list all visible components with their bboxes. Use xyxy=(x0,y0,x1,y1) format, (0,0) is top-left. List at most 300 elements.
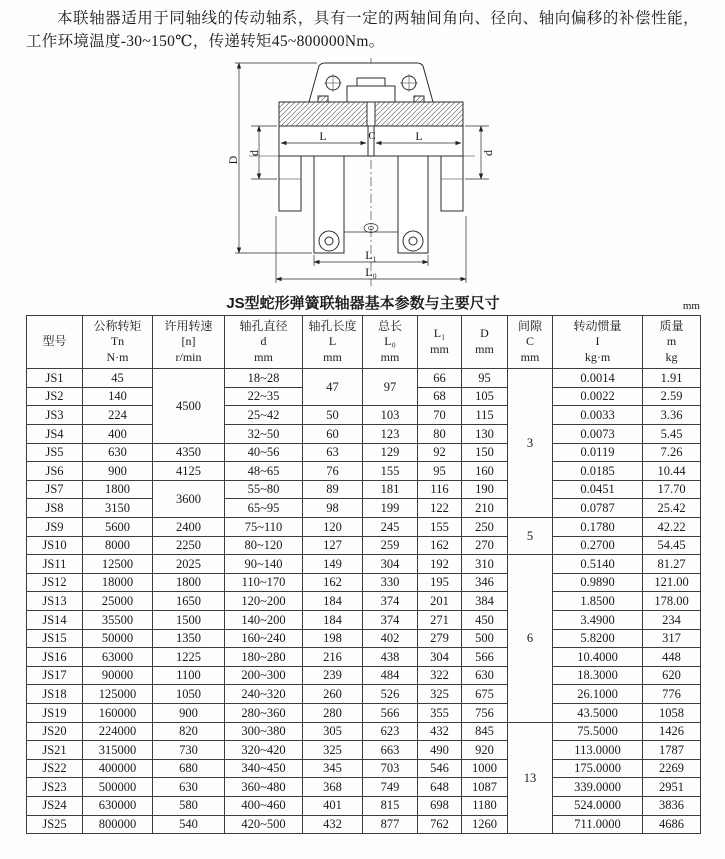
table-cell: 201 xyxy=(418,592,462,611)
dim-label-d-right: d xyxy=(481,149,495,156)
table-cell: 22~35 xyxy=(225,387,303,406)
column-header-outer-dia: D mm xyxy=(462,315,508,369)
table-cell: 50 xyxy=(303,406,363,425)
table-cell: 0.0451 xyxy=(553,480,643,499)
table-cell: 1.91 xyxy=(643,369,701,388)
spec-table xyxy=(26,315,701,835)
table-cell: 845 xyxy=(462,722,508,741)
table-cell: 55~80 xyxy=(225,480,303,499)
table-cell: 75~110 xyxy=(225,518,303,537)
table-row xyxy=(27,443,701,462)
table-cell: 776 xyxy=(643,685,701,704)
table-cell: 630 xyxy=(462,666,508,685)
table-row xyxy=(27,741,701,760)
table-cell: 92 xyxy=(418,443,462,462)
table-cell: 270 xyxy=(462,536,508,555)
table-cell: 155 xyxy=(418,518,462,537)
table-cell: 3150 xyxy=(83,499,153,518)
coupling-drawing-svg xyxy=(221,56,503,290)
table-cell: 438 xyxy=(363,648,418,667)
table-cell: 368 xyxy=(303,778,363,797)
table-cell: 1100 xyxy=(153,666,225,685)
table-cell: 80~120 xyxy=(225,536,303,555)
table-cell: 711.0000 xyxy=(553,815,643,834)
table-cell: 1058 xyxy=(643,703,701,722)
table-cell: 140 xyxy=(83,387,153,406)
dim-label-D: D xyxy=(226,155,240,164)
table-cell: 340~450 xyxy=(225,759,303,778)
table-cell: 675 xyxy=(462,685,508,704)
table-cell: 4125 xyxy=(153,462,225,481)
table-cell: 566 xyxy=(363,703,418,722)
table-cell: 162 xyxy=(303,573,363,592)
table-cell: 1225 xyxy=(153,648,225,667)
table-cell: 10.44 xyxy=(643,462,701,481)
table-cell: 0.2700 xyxy=(553,536,643,555)
table-cell: 432 xyxy=(303,815,363,834)
table-cell: 630000 xyxy=(83,796,153,815)
table-cell: 54.45 xyxy=(643,536,701,555)
table-row xyxy=(27,666,701,685)
table-cell: 400 xyxy=(83,425,153,444)
table-cell: 500000 xyxy=(83,778,153,797)
table-row xyxy=(27,759,701,778)
table-cell: 339.0000 xyxy=(553,778,643,797)
table-cell: 345 xyxy=(303,759,363,778)
table-cell: 420~500 xyxy=(225,815,303,834)
table-cell: 305 xyxy=(303,722,363,741)
column-header-bore-length: 轴孔长度 L mm xyxy=(303,315,363,369)
table-cell: 3 xyxy=(508,369,553,518)
table-cell: 199 xyxy=(363,499,418,518)
table-cell: JS4 xyxy=(27,425,83,444)
table-cell: 4686 xyxy=(643,815,701,834)
table-row xyxy=(27,815,701,834)
table-cell: 4500 xyxy=(153,369,225,443)
table-cell: 1180 xyxy=(462,796,508,815)
table-cell: 1426 xyxy=(643,722,701,741)
table-cell: 259 xyxy=(363,536,418,555)
table-cell: 127 xyxy=(303,536,363,555)
header-row xyxy=(27,315,701,369)
table-cell: 1800 xyxy=(153,573,225,592)
table-cell: 5.45 xyxy=(643,425,701,444)
table-cell: JS5 xyxy=(27,443,83,462)
table-cell: 210 xyxy=(462,499,508,518)
table-cell: 1087 xyxy=(462,778,508,797)
table-cell: 1260 xyxy=(462,815,508,834)
table-cell: JS16 xyxy=(27,648,83,667)
table-row xyxy=(27,555,701,574)
table-cell: 181 xyxy=(363,480,418,499)
table-row xyxy=(27,480,701,499)
table-cell: 1650 xyxy=(153,592,225,611)
spec-table-body xyxy=(27,369,701,834)
table-cell: 756 xyxy=(462,703,508,722)
table-cell: 271 xyxy=(418,611,462,630)
table-cell: 360~480 xyxy=(225,778,303,797)
table-cell: 900 xyxy=(153,703,225,722)
table-cell: 1350 xyxy=(153,629,225,648)
table-cell: 50000 xyxy=(83,629,153,648)
table-cell: 76 xyxy=(303,462,363,481)
table-cell: 97 xyxy=(363,369,418,406)
table-row xyxy=(27,611,701,630)
table-cell: 526 xyxy=(363,685,418,704)
spec-table-header xyxy=(27,315,701,369)
table-cell: 3.36 xyxy=(643,406,701,425)
column-header-inertia: 转动惯量 I kg·m xyxy=(553,315,643,369)
table-cell: JS2 xyxy=(27,387,83,406)
table-cell: 95 xyxy=(418,462,462,481)
dim-label-d-left: d xyxy=(247,149,261,156)
table-cell: 620 xyxy=(643,666,701,685)
table-cell: 820 xyxy=(153,722,225,741)
table-cell: 279 xyxy=(418,629,462,648)
table-cell: 0.5140 xyxy=(553,555,643,574)
table-cell: 322 xyxy=(418,666,462,685)
column-header-model: 型号 xyxy=(27,315,83,369)
table-cell: 240~320 xyxy=(225,685,303,704)
table-cell: 239 xyxy=(303,666,363,685)
table-cell: 524.0000 xyxy=(553,796,643,815)
table-cell: 698 xyxy=(418,796,462,815)
table-cell: 245 xyxy=(363,518,418,537)
table-cell: JS19 xyxy=(27,703,83,722)
table-cell: 200~300 xyxy=(225,666,303,685)
table-cell: 18000 xyxy=(83,573,153,592)
dim-label-L-right: L xyxy=(415,128,423,143)
table-cell: 10.4000 xyxy=(553,648,643,667)
table-row xyxy=(27,592,701,611)
table-row xyxy=(27,462,701,481)
table-cell: 224 xyxy=(83,406,153,425)
table-cell: 0.0119 xyxy=(553,443,643,462)
table-cell: 315000 xyxy=(83,741,153,760)
table-cell: 304 xyxy=(363,555,418,574)
table-row xyxy=(27,629,701,648)
table-cell: 500 xyxy=(462,629,508,648)
table-row xyxy=(27,778,701,797)
table-cell: 450 xyxy=(462,611,508,630)
table-cell: 680 xyxy=(153,759,225,778)
table-cell: JS8 xyxy=(27,499,83,518)
table-cell: 374 xyxy=(363,611,418,630)
table-cell: JS23 xyxy=(27,778,83,797)
table-cell: 43.5000 xyxy=(553,703,643,722)
column-header-gap: 间隙 C mm xyxy=(508,315,553,369)
table-cell: 325 xyxy=(303,741,363,760)
table-cell: 815 xyxy=(363,796,418,815)
table-cell: 703 xyxy=(363,759,418,778)
table-cell: JS13 xyxy=(27,592,83,611)
table-cell: 448 xyxy=(643,648,701,667)
table-cell: 401 xyxy=(303,796,363,815)
table-cell: 149 xyxy=(303,555,363,574)
table-cell: JS11 xyxy=(27,555,83,574)
table-cell: 2025 xyxy=(153,555,225,574)
table-cell: 0.0033 xyxy=(553,406,643,425)
table-cell: 68 xyxy=(418,387,462,406)
table-cell: 120 xyxy=(303,518,363,537)
table-cell: 47 xyxy=(303,369,363,406)
table-cell: 90000 xyxy=(83,666,153,685)
table-cell: 304 xyxy=(418,648,462,667)
table-cell: 90~140 xyxy=(225,555,303,574)
table-cell: JS7 xyxy=(27,480,83,499)
table-cell: 129 xyxy=(363,443,418,462)
table-row xyxy=(27,796,701,815)
table-cell: 60 xyxy=(303,425,363,444)
table-cell: 0.0185 xyxy=(553,462,643,481)
table-cell: 140~200 xyxy=(225,611,303,630)
table-row xyxy=(27,536,701,555)
dim-label-C: C xyxy=(368,129,376,142)
table-cell: 630 xyxy=(83,443,153,462)
table-cell: 25000 xyxy=(83,592,153,611)
table-cell: 2.59 xyxy=(643,387,701,406)
table-cell: 98 xyxy=(303,499,363,518)
table-cell: 0.9890 xyxy=(553,573,643,592)
table-cell: 8000 xyxy=(83,536,153,555)
coupling-drawing xyxy=(221,56,503,290)
table-cell: 546 xyxy=(418,759,462,778)
table-cell: 160000 xyxy=(83,703,153,722)
table-row xyxy=(27,703,701,722)
dim-label-L0: L₀ xyxy=(365,264,377,279)
table-cell: JS24 xyxy=(27,796,83,815)
table-cell: 484 xyxy=(363,666,418,685)
table-cell: 7.26 xyxy=(643,443,701,462)
table-cell: 17.70 xyxy=(643,480,701,499)
table-cell: 32~50 xyxy=(225,425,303,444)
table-cell: JS12 xyxy=(27,573,83,592)
table-cell: 3600 xyxy=(153,480,225,517)
table-cell: 384 xyxy=(462,592,508,611)
table-cell: 160 xyxy=(462,462,508,481)
table-cell: 730 xyxy=(153,741,225,760)
table-cell: 190 xyxy=(462,480,508,499)
table-cell: 1800 xyxy=(83,480,153,499)
table-cell: 175.0000 xyxy=(553,759,643,778)
table-cell: 18.3000 xyxy=(553,666,643,685)
table-cell: 3836 xyxy=(643,796,701,815)
column-header-bore-dia: 轴孔直径 d mm xyxy=(225,315,303,369)
table-cell: 1500 xyxy=(153,611,225,630)
table-cell: 48~65 xyxy=(225,462,303,481)
table-row xyxy=(27,425,701,444)
table-cell: 180~280 xyxy=(225,648,303,667)
column-header-torque: 公称转矩 Tn N·m xyxy=(83,315,153,369)
table-cell: 490 xyxy=(418,741,462,760)
table-cell: 800000 xyxy=(83,815,153,834)
table-cell: 116 xyxy=(418,480,462,499)
table-row xyxy=(27,499,701,518)
table-cell: 178.00 xyxy=(643,592,701,611)
table-cell: 749 xyxy=(363,778,418,797)
table-cell: JS9 xyxy=(27,518,83,537)
table-cell: 250 xyxy=(462,518,508,537)
table-cell: 1000 xyxy=(462,759,508,778)
table-cell: 198 xyxy=(303,629,363,648)
table-cell: 1.8500 xyxy=(553,592,643,611)
table-cell: 130 xyxy=(462,425,508,444)
table-cell: 432 xyxy=(418,722,462,741)
table-cell: 346 xyxy=(462,573,508,592)
table-cell: 113.0000 xyxy=(553,741,643,760)
column-header-mass: 质量 m kg xyxy=(643,315,701,369)
table-cell: 81.27 xyxy=(643,555,701,574)
table-cell: 25~42 xyxy=(225,406,303,425)
table-cell: JS22 xyxy=(27,759,83,778)
table-unit-note: mm xyxy=(682,299,700,312)
column-header-l1: L₁ mm xyxy=(418,315,462,369)
table-cell: 150 xyxy=(462,443,508,462)
table-cell: JS18 xyxy=(27,685,83,704)
table-row xyxy=(27,685,701,704)
table-cell: 920 xyxy=(462,741,508,760)
table-cell: 0.0014 xyxy=(553,369,643,388)
table-cell: 663 xyxy=(363,741,418,760)
table-cell: 900 xyxy=(83,462,153,481)
table-cell: 40~56 xyxy=(225,443,303,462)
table-cell: 6 xyxy=(508,555,553,722)
table-cell: 26.1000 xyxy=(553,685,643,704)
dim-label-L-left: L xyxy=(319,128,327,143)
table-cell: 3.4900 xyxy=(553,611,643,630)
table-cell: 4350 xyxy=(153,443,225,462)
table-cell: 63000 xyxy=(83,648,153,667)
table-cell: 5.8200 xyxy=(553,629,643,648)
table-cell: 80 xyxy=(418,425,462,444)
table-cell: 5 xyxy=(508,518,553,555)
table-cell: 2250 xyxy=(153,536,225,555)
table-cell: JS17 xyxy=(27,666,83,685)
table-cell: JS14 xyxy=(27,611,83,630)
table-cell: 623 xyxy=(363,722,418,741)
table-row xyxy=(27,648,701,667)
table-cell: 762 xyxy=(418,815,462,834)
table-title-row xyxy=(26,290,700,313)
table-cell: 195 xyxy=(418,573,462,592)
table-row xyxy=(27,406,701,425)
table-cell: 12500 xyxy=(83,555,153,574)
table-cell: 115 xyxy=(462,406,508,425)
table-cell: 160~240 xyxy=(225,629,303,648)
table-cell: 122 xyxy=(418,499,462,518)
table-cell: 1787 xyxy=(643,741,701,760)
table-cell: 400000 xyxy=(83,759,153,778)
table-cell: 110~170 xyxy=(225,573,303,592)
table-cell: 330 xyxy=(363,573,418,592)
table-cell: 325 xyxy=(418,685,462,704)
table-row xyxy=(27,722,701,741)
table-cell: JS15 xyxy=(27,629,83,648)
table-cell: 648 xyxy=(418,778,462,797)
table-title: JS型蛇形弹簧联轴器基本参数与主要尺寸 xyxy=(226,294,500,312)
table-cell: JS6 xyxy=(27,462,83,481)
table-cell: 192 xyxy=(418,555,462,574)
table-cell: 95 xyxy=(462,369,508,388)
table-cell: 877 xyxy=(363,815,418,834)
table-cell: 0.0022 xyxy=(553,387,643,406)
table-cell: 216 xyxy=(303,648,363,667)
table-cell: 35500 xyxy=(83,611,153,630)
table-cell: 105 xyxy=(462,387,508,406)
table-cell: 2269 xyxy=(643,759,701,778)
table-cell: 0.1780 xyxy=(553,518,643,537)
table-cell: 5600 xyxy=(83,518,153,537)
column-header-total-length: 总长 L₀ mm xyxy=(363,315,418,369)
table-cell: 70 xyxy=(418,406,462,425)
table-cell: 75.5000 xyxy=(553,722,643,741)
table-row xyxy=(27,518,701,537)
dim-label-L1: L₁ xyxy=(365,247,377,262)
table-cell: 260 xyxy=(303,685,363,704)
table-cell: 310 xyxy=(462,555,508,574)
table-cell: 300~380 xyxy=(225,722,303,741)
table-cell: 162 xyxy=(418,536,462,555)
table-cell: 125000 xyxy=(83,685,153,704)
table-cell: 580 xyxy=(153,796,225,815)
table-cell: 63 xyxy=(303,443,363,462)
table-cell: 630 xyxy=(153,778,225,797)
table-cell: JS20 xyxy=(27,722,83,741)
table-cell: 18~28 xyxy=(225,369,303,388)
table-cell: 2951 xyxy=(643,778,701,797)
table-cell: 66 xyxy=(418,369,462,388)
table-cell: 2400 xyxy=(153,518,225,537)
table-cell: JS1 xyxy=(27,369,83,388)
table-cell: 280~360 xyxy=(225,703,303,722)
table-cell: 224000 xyxy=(83,722,153,741)
table-cell: 123 xyxy=(363,425,418,444)
table-cell: 400~460 xyxy=(225,796,303,815)
table-cell: 234 xyxy=(643,611,701,630)
table-cell: 42.22 xyxy=(643,518,701,537)
table-cell: 0.0073 xyxy=(553,425,643,444)
table-cell: 120~200 xyxy=(225,592,303,611)
table-cell: 355 xyxy=(418,703,462,722)
intro-paragraph: 本联轴器适用于同轴线的传动轴系，具有一定的两轴间角向、径向、轴向偏移的补偿性能，工作环境温度-30~150℃，传递转矩45~800000Nm。 xyxy=(26,10,699,51)
table-cell: 184 xyxy=(303,592,363,611)
table-row xyxy=(27,573,701,592)
table-cell: 65~95 xyxy=(225,499,303,518)
table-cell: 25.42 xyxy=(643,499,701,518)
table-cell: 540 xyxy=(153,815,225,834)
table-cell: 103 xyxy=(363,406,418,425)
table-cell: JS25 xyxy=(27,815,83,834)
table-cell: 320~420 xyxy=(225,741,303,760)
table-cell: 0.0787 xyxy=(553,499,643,518)
table-cell: 280 xyxy=(303,703,363,722)
table-cell: JS3 xyxy=(27,406,83,425)
table-cell: 184 xyxy=(303,611,363,630)
table-cell: 89 xyxy=(303,480,363,499)
column-header-speed: 许用转速 [n] r/min xyxy=(153,315,225,369)
table-cell: 402 xyxy=(363,629,418,648)
table-cell: 45 xyxy=(83,369,153,388)
table-cell: JS21 xyxy=(27,741,83,760)
table-cell: 1050 xyxy=(153,685,225,704)
table-cell: 121.00 xyxy=(643,573,701,592)
table-row xyxy=(27,369,701,388)
table-cell: 317 xyxy=(643,629,701,648)
table-cell: 155 xyxy=(363,462,418,481)
table-cell: 13 xyxy=(508,722,553,834)
table-cell: 566 xyxy=(462,648,508,667)
table-cell: JS10 xyxy=(27,536,83,555)
